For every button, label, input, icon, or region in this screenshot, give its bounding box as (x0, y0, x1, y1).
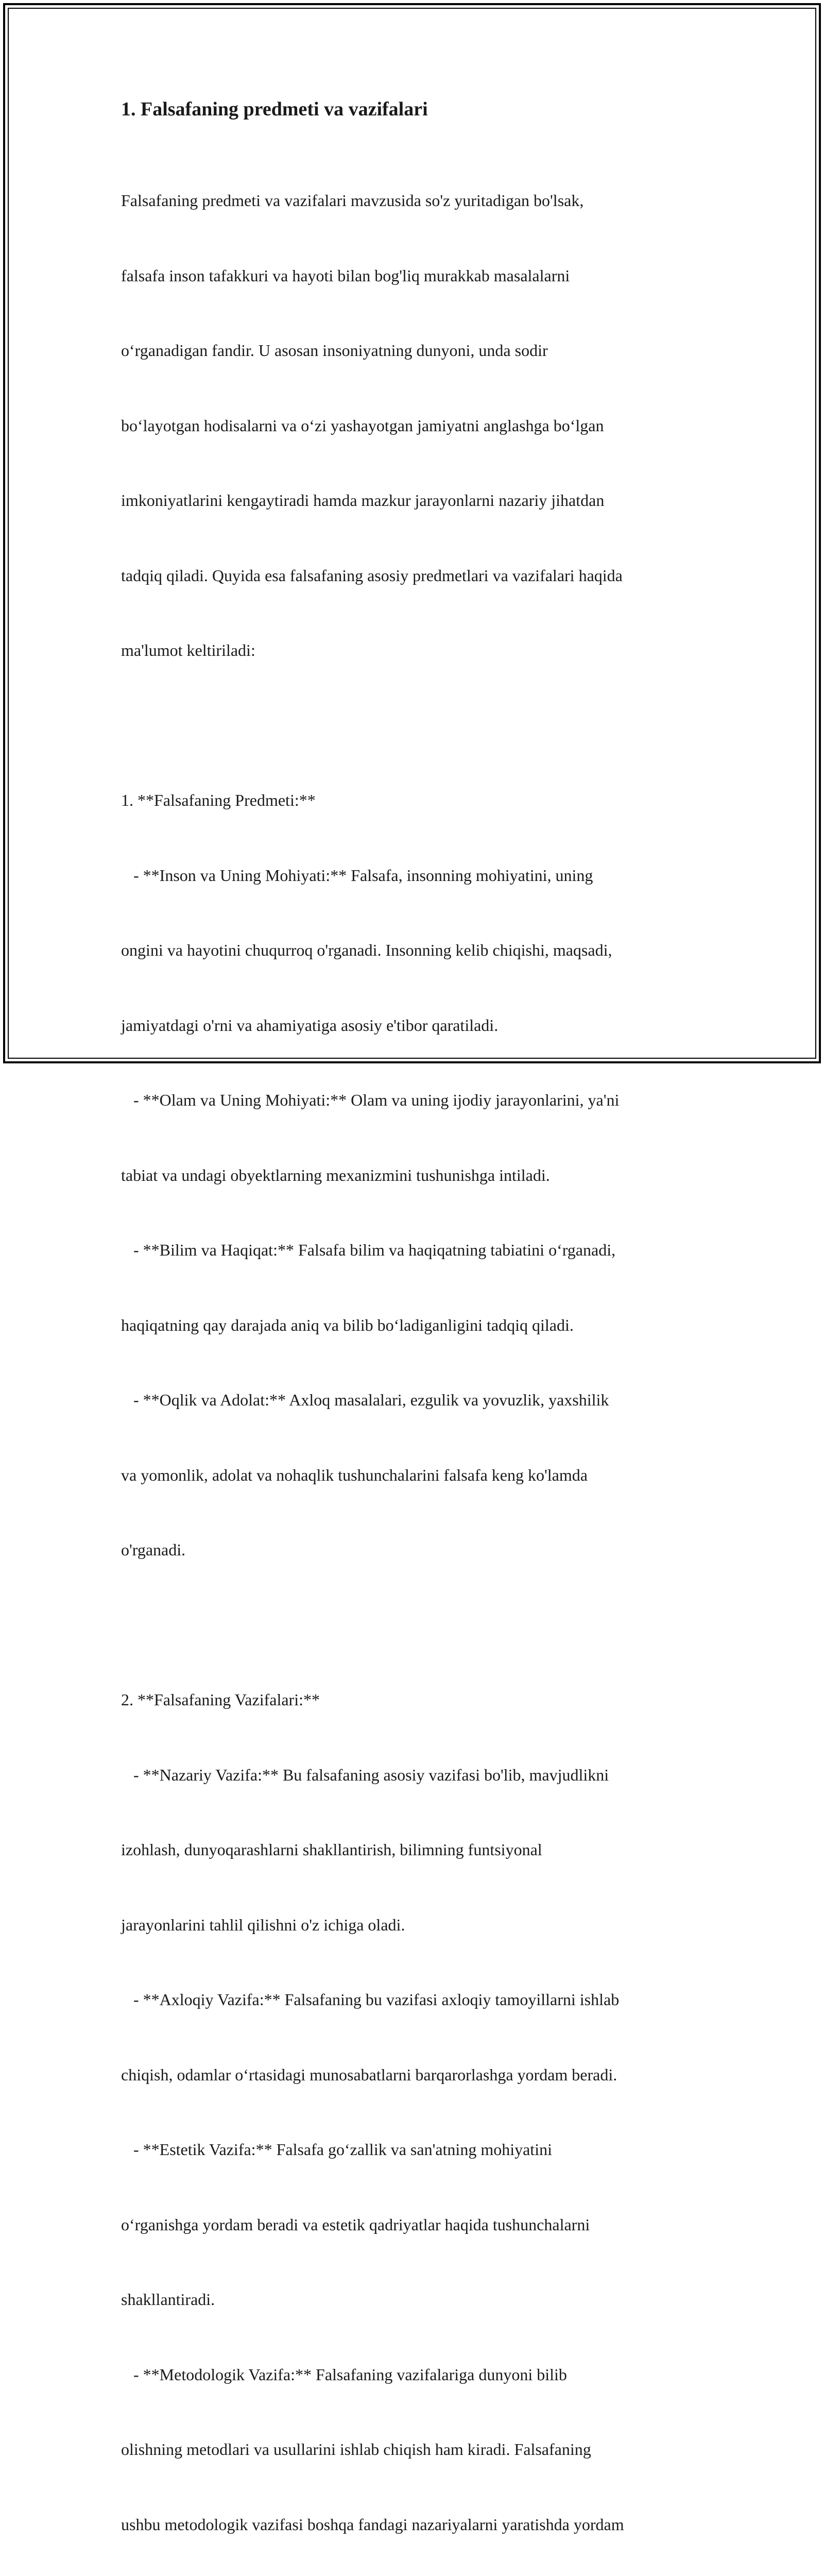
document-title: 1. Falsafaning predmeti va vazifalari (121, 98, 428, 120)
body-line: o‘rganadigan fandir. U asosan insoniyatning dunyoni, unda sodir (121, 341, 548, 360)
list-item-line: - **Nazariy Vazifa:** Bu falsafaning asosiy vazifasi bo'lib, mavjudlikni (121, 1765, 609, 1784)
section-heading-predmeti: 1. **Falsafaning Predmeti:** (121, 791, 316, 809)
body-line: ongini va hayotini chuqurroq o'rganadi. Insonning kelib chiqishi, maqsadi, (121, 941, 612, 959)
list-item-line: - **Inson va Uning Mohiyati:** Falsafa, insonning mohiyatini, uning (121, 866, 593, 885)
list-item-line: - **Olam va Uning Mohiyati:** Olam va uning ijodiy jarayonlarini, ya'ni (121, 1091, 620, 1109)
body-line: izohlash, dunyoqarashlarni shakllantirish, bilimning funtsiyonal (121, 1840, 542, 1859)
body-line: olishning metodlari va usullarini ishlab chiqish ham kiradi. Falsafaning (121, 2440, 591, 2459)
body-line: shakllantiradi. (121, 2290, 215, 2309)
body-line: ma'lumot keltiriladi: (121, 641, 255, 659)
body-line: tabiat va undagi obyektlarning mexanizmini tushunishga intiladi. (121, 1165, 550, 1184)
body-line: tadqiq qiladi. Quyida esa falsafaning asosiy predmetlari va vazifalari haqida (121, 566, 623, 585)
body-line: jamiyatdagi o'rni va ahamiyatiga asosiy e'tibor qaratiladi. (121, 1015, 499, 1035)
list-item-line: - **Axloqiy Vazifa:** Falsafaning bu vazifasi axloqiy tamoyillarni ishlab (121, 1990, 620, 2009)
body-line: jarayonlarini tahlil qilishni o'z ichiga oladi. (121, 1915, 405, 1934)
body-line: chiqish, odamlar o‘rtasidagi munosabatlarni barqarorlashga yordam beradi. (121, 2065, 617, 2084)
section-heading-vazifalari: 2. **Falsafaning Vazifalari:** (121, 1690, 320, 1709)
list-item-line: - **Metodologik Vazifa:** Falsafaning vazifalariga dunyoni bilib (121, 2365, 567, 2384)
body-line: o‘rganishga yordam beradi va estetik qadriyatlar haqida tushunchalarni (121, 2215, 590, 2234)
blank-line (121, 1613, 703, 1638)
body-line: imkoniyatlarini kengaytiradi hamda mazkur jarayonlarni nazariy jihatdan (121, 491, 605, 510)
body-line: o'rganadi. (121, 1540, 186, 1559)
document-page (121, 97, 703, 2576)
list-item-line: - **Bilim va Haqiqat:** Falsafa bilim va haqiqatning tabiatini o‘rganadi, (121, 1241, 616, 1259)
body-line: va yomonlik, adolat va nohaqlik tushunchalarini falsafa keng ko'lamda (121, 1465, 588, 1484)
list-item-line: - **Oqlik va Adolat:** Axloq masalalari, ezgulik va yovuzlik, yaxshilik (121, 1391, 609, 1409)
list-item-line: - **Estetik Vazifa:** Falsafa go‘zallik va san'atning mohiyatini (121, 2140, 552, 2159)
document-body (121, 138, 703, 2576)
body-line: Falsafaning predmeti va vazifalari mavzusida so'z yuritadigan bo'lsak, (121, 191, 584, 210)
body-line: falsafa inson tafakkuri va hayoti bilan bog'liq murakkab masalalarni (121, 266, 570, 285)
body-line: bo‘layotgan hodisalarni va o‘zi yashayotgan jamiyatni anglashga bo‘lgan (121, 416, 604, 435)
blank-line (121, 713, 703, 738)
body-line: haqiqatning qay darajada aniq va bilib bo‘ladiganligini tadqiq qiladi. (121, 1315, 574, 1334)
body-line: ushbu metodologik vazifasi boshqa fandagi nazariyalarni yaratishda yordam (121, 2515, 624, 2534)
